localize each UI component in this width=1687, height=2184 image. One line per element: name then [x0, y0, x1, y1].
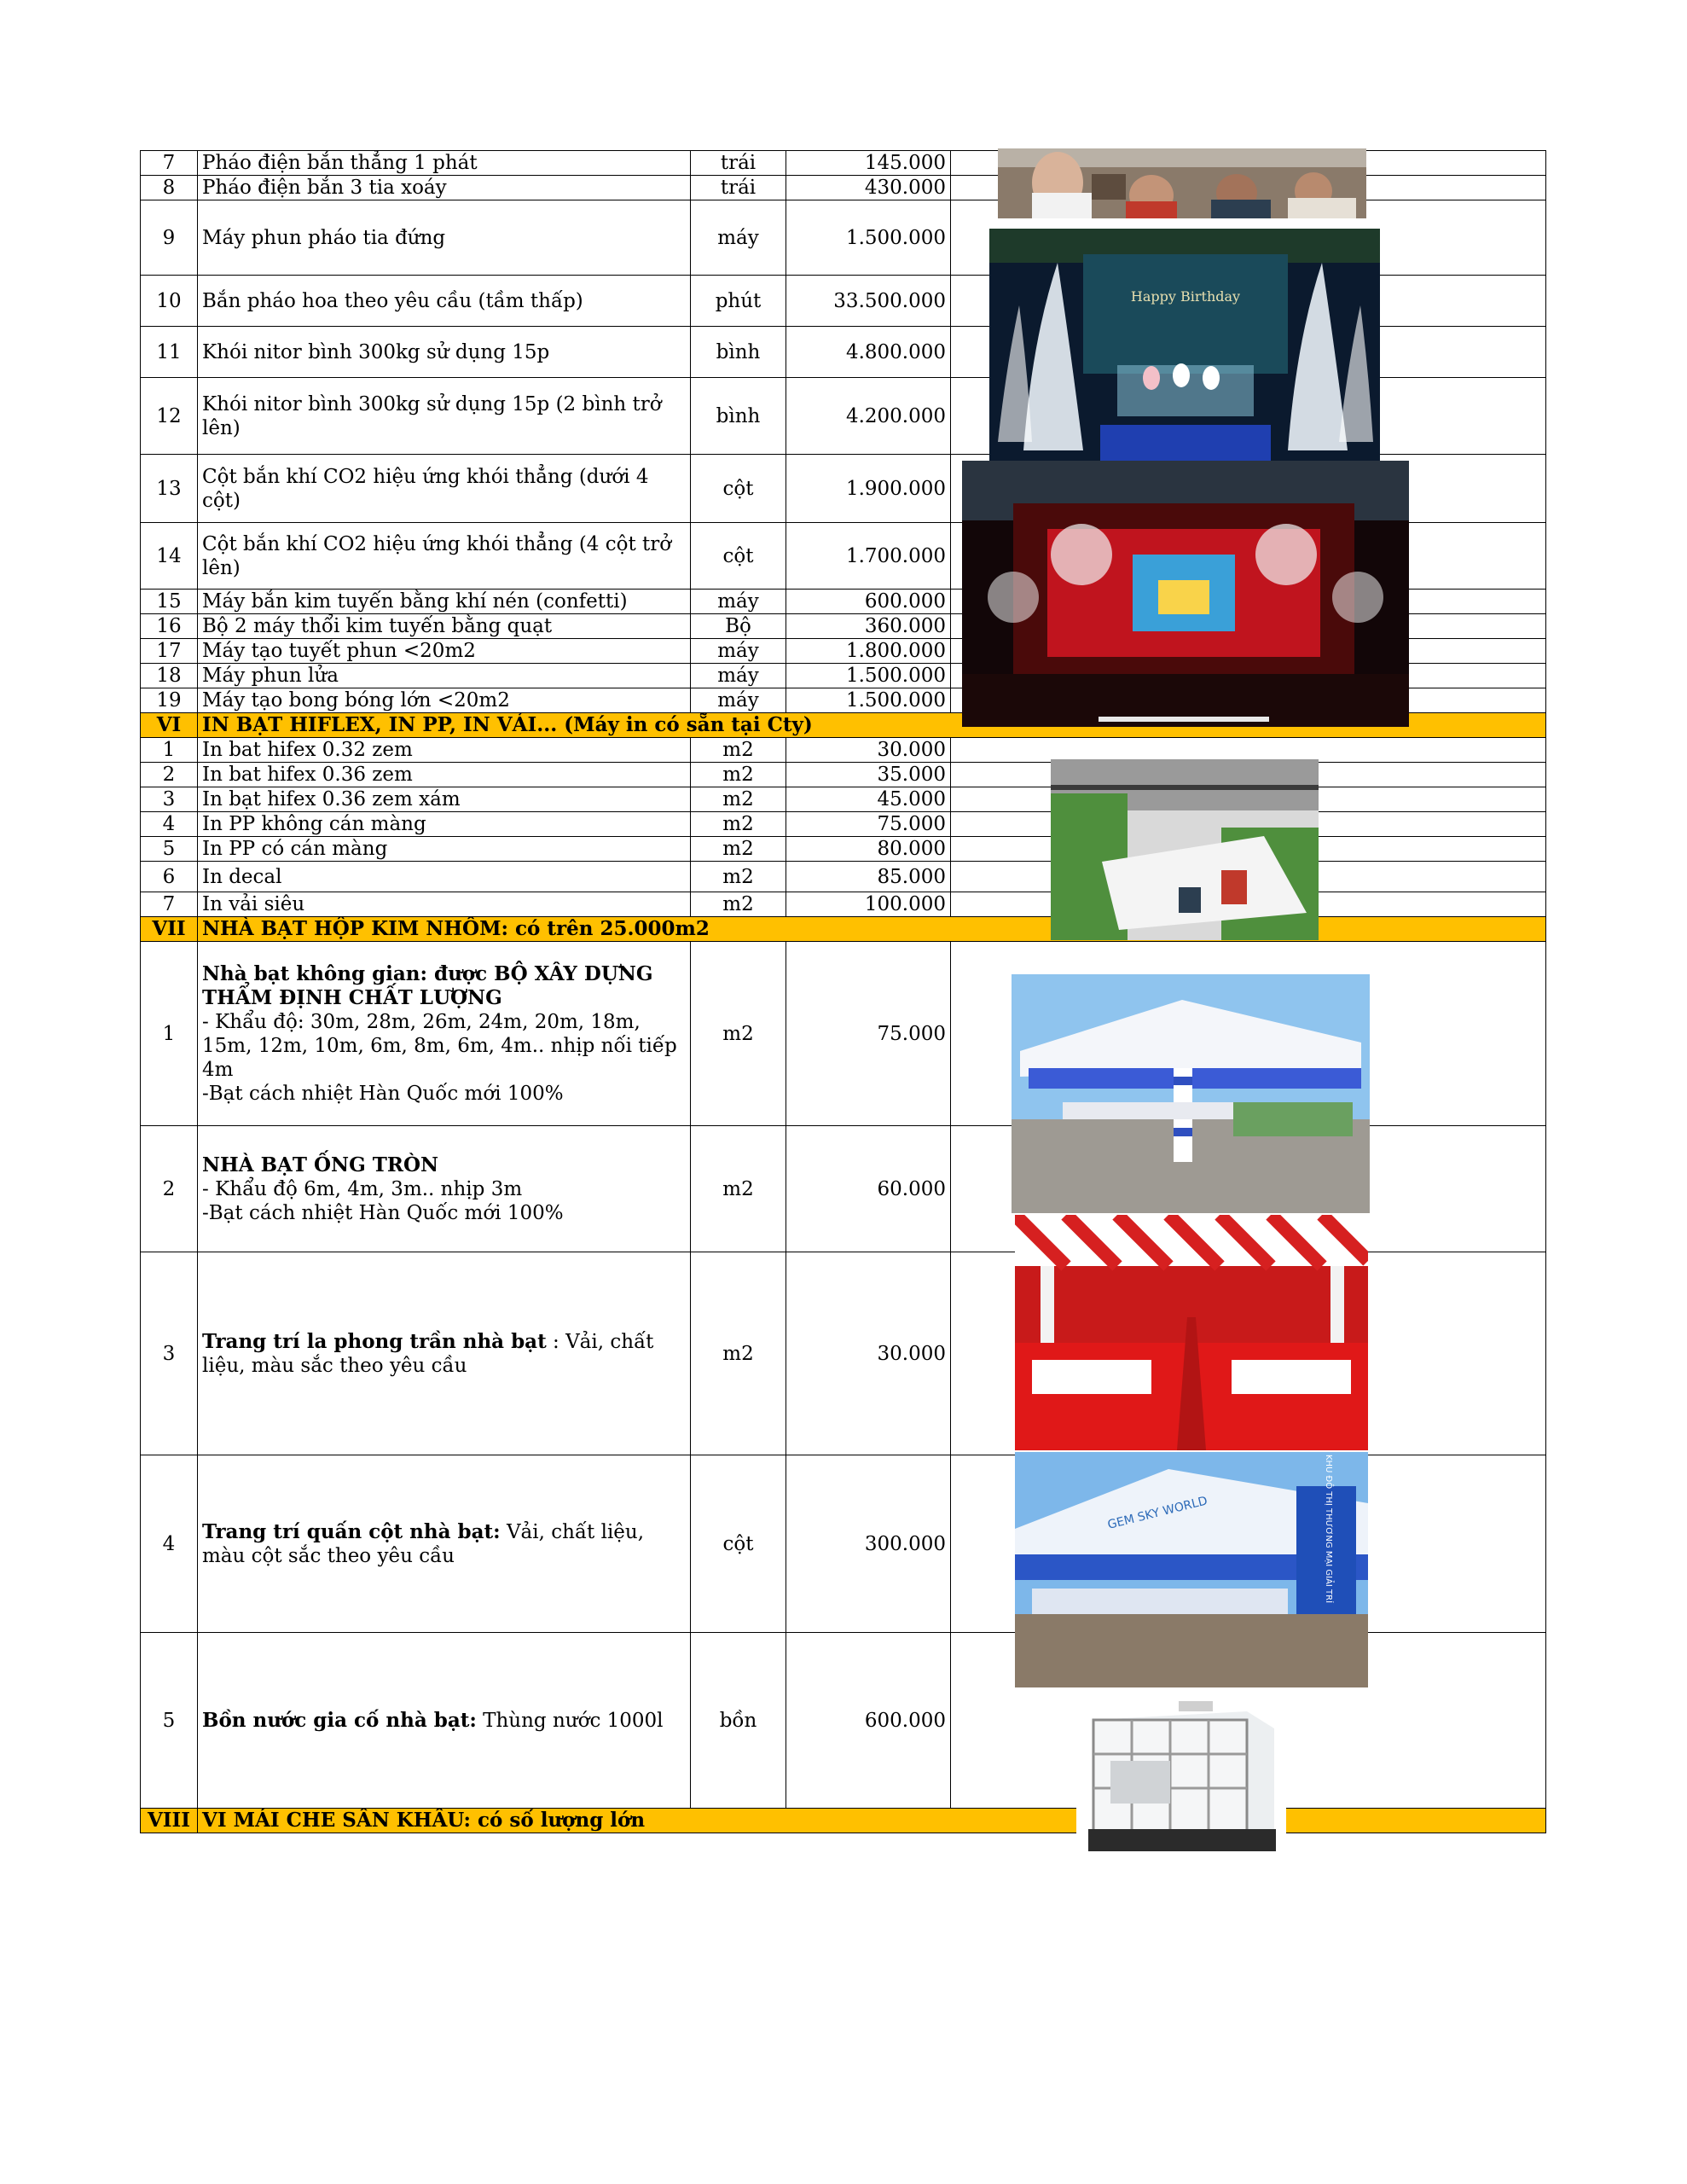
row-number: 8 [141, 176, 198, 200]
item-unit: m2 [691, 892, 786, 917]
table-row [141, 812, 1546, 837]
item-unit: bình [691, 327, 786, 378]
item-unit: trái [691, 151, 786, 176]
item-unit: bồn [691, 1633, 786, 1809]
item-detail: Thùng nước 1000l [476, 1709, 664, 1732]
item-unit: bình [691, 378, 786, 455]
item-price: 1.900.000 [786, 455, 951, 523]
item-description [198, 1633, 691, 1809]
row-number: 1 [141, 738, 198, 763]
item-spec-line: - Khẩu độ: 30m, 28m, 26m, 24m, 20m, 18m, 15m, 12m, 10m, 6m, 8m, 6m, 4m.. nhịp nối tiếp 4m [202, 1010, 677, 1081]
row-number: 2 [141, 1126, 198, 1252]
item-title: Nhà bạt không gian: được BỘ XÂY DỰNG THẨM ĐỊNH CHẤT LƯỢNG [202, 961, 653, 1009]
item-unit: m2 [691, 1126, 786, 1252]
item-price: 30.000 [786, 1252, 951, 1455]
item-price: 75.000 [786, 942, 951, 1126]
row-number: 11 [141, 327, 198, 378]
row-number: 17 [141, 639, 198, 664]
row-number: 6 [141, 862, 198, 892]
concert-stage-photo [962, 461, 1409, 727]
item-description: In decal [198, 862, 691, 892]
row-number: 19 [141, 688, 198, 713]
row-number: 14 [141, 523, 198, 590]
section-title: IN BẠT HIFLEX, IN PP, IN VẢI... (Máy in có sẵn tại Cty) [198, 713, 1546, 738]
item-description: In PP có cán màng [198, 837, 691, 862]
row-number: 4 [141, 1455, 198, 1633]
section-title: NHÀ BẠT HỘP KIM NHÔM: có trên 25.000m2 [198, 917, 1546, 942]
item-spec-line: -Bạt cách nhiệt Hàn Quốc mới 100% [202, 1201, 564, 1224]
item-unit: trái [691, 176, 786, 200]
row-number: 13 [141, 455, 198, 523]
item-description: Bắn pháo hoa theo yêu cầu (tầm thấp) [198, 276, 691, 327]
section-title: VI MÁI CHE SÂN KHẤU: có số lượng lớn [198, 1809, 1546, 1833]
item-description: Máy phun lửa [198, 664, 691, 688]
item-unit: máy [691, 664, 786, 688]
item-price: 300.000 [786, 1455, 951, 1633]
item-title: Bồn nước gia cố nhà bạt: [202, 1708, 477, 1732]
row-number: 15 [141, 590, 198, 614]
section-header-row [141, 1809, 1546, 1833]
section-number: VI [141, 713, 198, 738]
item-detail: : Vải, chất liệu, màu sắc theo yêu cầu [202, 1330, 654, 1377]
section-number: VII [141, 917, 198, 942]
item-unit: cột [691, 455, 786, 523]
item-unit: cột [691, 1455, 786, 1633]
row-number: 2 [141, 763, 198, 787]
item-description: Máy tạo tuyết phun <20m2 [198, 639, 691, 664]
event-crowd-photo [998, 148, 1366, 218]
item-unit: m2 [691, 787, 786, 812]
row-number: 5 [141, 1633, 198, 1809]
table-row [141, 892, 1546, 917]
row-number: 4 [141, 812, 198, 837]
item-description: Pháo điện bắn 3 tia xoáy [198, 176, 691, 200]
item-unit: Bộ [691, 614, 786, 639]
item-unit: m2 [691, 812, 786, 837]
item-price: 4.200.000 [786, 378, 951, 455]
item-unit: máy [691, 688, 786, 713]
item-unit: m2 [691, 837, 786, 862]
item-description: In bat hifex 0.32 zem [198, 738, 691, 763]
section-header-row [141, 917, 1546, 942]
item-description: Bộ 2 máy thổi kim tuyến bằng quạt [198, 614, 691, 639]
item-description: Khói nitor bình 300kg sử dụng 15p (2 bình trở lên) [198, 378, 691, 455]
section-number: VIII [141, 1809, 198, 1833]
tent-banner-text: KHU ĐÔ THỊ THƯƠNG MẠI GIẢI TRÍ [1324, 1454, 1333, 1604]
item-price: 600.000 [786, 1633, 951, 1809]
row-number: 12 [141, 378, 198, 455]
row-number: 10 [141, 276, 198, 327]
item-description [198, 942, 691, 1126]
row-number: 9 [141, 200, 198, 276]
table-row [141, 787, 1546, 812]
item-price: 600.000 [786, 590, 951, 614]
item-price: 1.800.000 [786, 639, 951, 664]
item-title: Trang trí la phong trần nhà bạt [202, 1329, 547, 1353]
item-description: Máy phun pháo tia đứng [198, 200, 691, 276]
space-tent-photo [1012, 974, 1370, 1213]
decorated-tent-photo [1015, 1452, 1368, 1687]
item-price: 1.700.000 [786, 523, 951, 590]
item-price: 75.000 [786, 812, 951, 837]
item-price: 4.800.000 [786, 327, 951, 378]
row-number: 7 [141, 151, 198, 176]
row-number: 1 [141, 942, 198, 1126]
item-price: 80.000 [786, 837, 951, 862]
row-number: 7 [141, 892, 198, 917]
item-price: 33.500.000 [786, 276, 951, 327]
item-description: In bạt hifex 0.36 zem xám [198, 787, 691, 812]
table-row [141, 862, 1546, 892]
item-unit: máy [691, 200, 786, 276]
round-tube-tent-photo [1015, 1215, 1368, 1450]
stage-fireworks-photo [989, 229, 1380, 461]
item-unit: phút [691, 276, 786, 327]
item-unit: cột [691, 523, 786, 590]
item-price: 1.500.000 [786, 664, 951, 688]
item-price: 145.000 [786, 151, 951, 176]
water-tank-photo [1076, 1694, 1286, 1862]
item-detail: Vải, chất liệu, màu cột sắc theo yêu cầu [202, 1520, 645, 1567]
item-title: NHÀ BẠT ỐNG TRÒN [202, 1153, 439, 1176]
item-spec-line: -Bạt cách nhiệt Hàn Quốc mới 100% [202, 1082, 564, 1105]
row-number: 5 [141, 837, 198, 862]
item-description: Máy bắn kim tuyến bằng khí nén (confetti) [198, 590, 691, 614]
item-unit: m2 [691, 862, 786, 892]
item-price: 85.000 [786, 862, 951, 892]
table-row [141, 763, 1546, 787]
tent-sign-text: GEM SKY WORLD [1106, 1494, 1209, 1532]
table-row [141, 837, 1546, 862]
item-unit: máy [691, 590, 786, 614]
item-description: Khói nitor bình 300kg sử dụng 15p [198, 327, 691, 378]
item-title: Trang trí quấn cột nhà bạt: [202, 1519, 501, 1543]
item-unit: m2 [691, 763, 786, 787]
row-number: 16 [141, 614, 198, 639]
item-unit: m2 [691, 1252, 786, 1455]
item-description: Cột bắn khí CO2 hiệu ứng khói thẳng (dưới 4 cột) [198, 455, 691, 523]
item-price: 35.000 [786, 763, 951, 787]
item-description: Cột bắn khí CO2 hiệu ứng khói thẳng (4 cột trở lên) [198, 523, 691, 590]
item-price: 45.000 [786, 787, 951, 812]
item-price: 360.000 [786, 614, 951, 639]
item-spec-line: - Khẩu độ 6m, 4m, 3m.. nhịp 3m [202, 1177, 523, 1200]
row-number: 18 [141, 664, 198, 688]
row-number: 3 [141, 787, 198, 812]
item-description: In bat hifex 0.36 zem [198, 763, 691, 787]
item-description: In vải siêu [198, 892, 691, 917]
item-description: Máy tạo bong bóng lớn <20m2 [198, 688, 691, 713]
item-price: 30.000 [786, 738, 951, 763]
table-row [141, 738, 1546, 763]
printing-workshop-photo [1051, 759, 1319, 940]
birthday-banner-text: Happy Birthday [1130, 288, 1241, 305]
item-price: 100.000 [786, 892, 951, 917]
row-number: 3 [141, 1252, 198, 1455]
item-price: 430.000 [786, 176, 951, 200]
item-price: 1.500.000 [786, 200, 951, 276]
item-price: 60.000 [786, 1126, 951, 1252]
item-unit: máy [691, 639, 786, 664]
item-price: 1.500.000 [786, 688, 951, 713]
item-description [198, 1252, 691, 1455]
item-description: In PP không cán màng [198, 812, 691, 837]
item-unit: m2 [691, 942, 786, 1126]
item-description: Pháo điện bắn thẳng 1 phát [198, 151, 691, 176]
item-description [198, 1455, 691, 1633]
item-unit: m2 [691, 738, 786, 763]
item-description [198, 1126, 691, 1252]
